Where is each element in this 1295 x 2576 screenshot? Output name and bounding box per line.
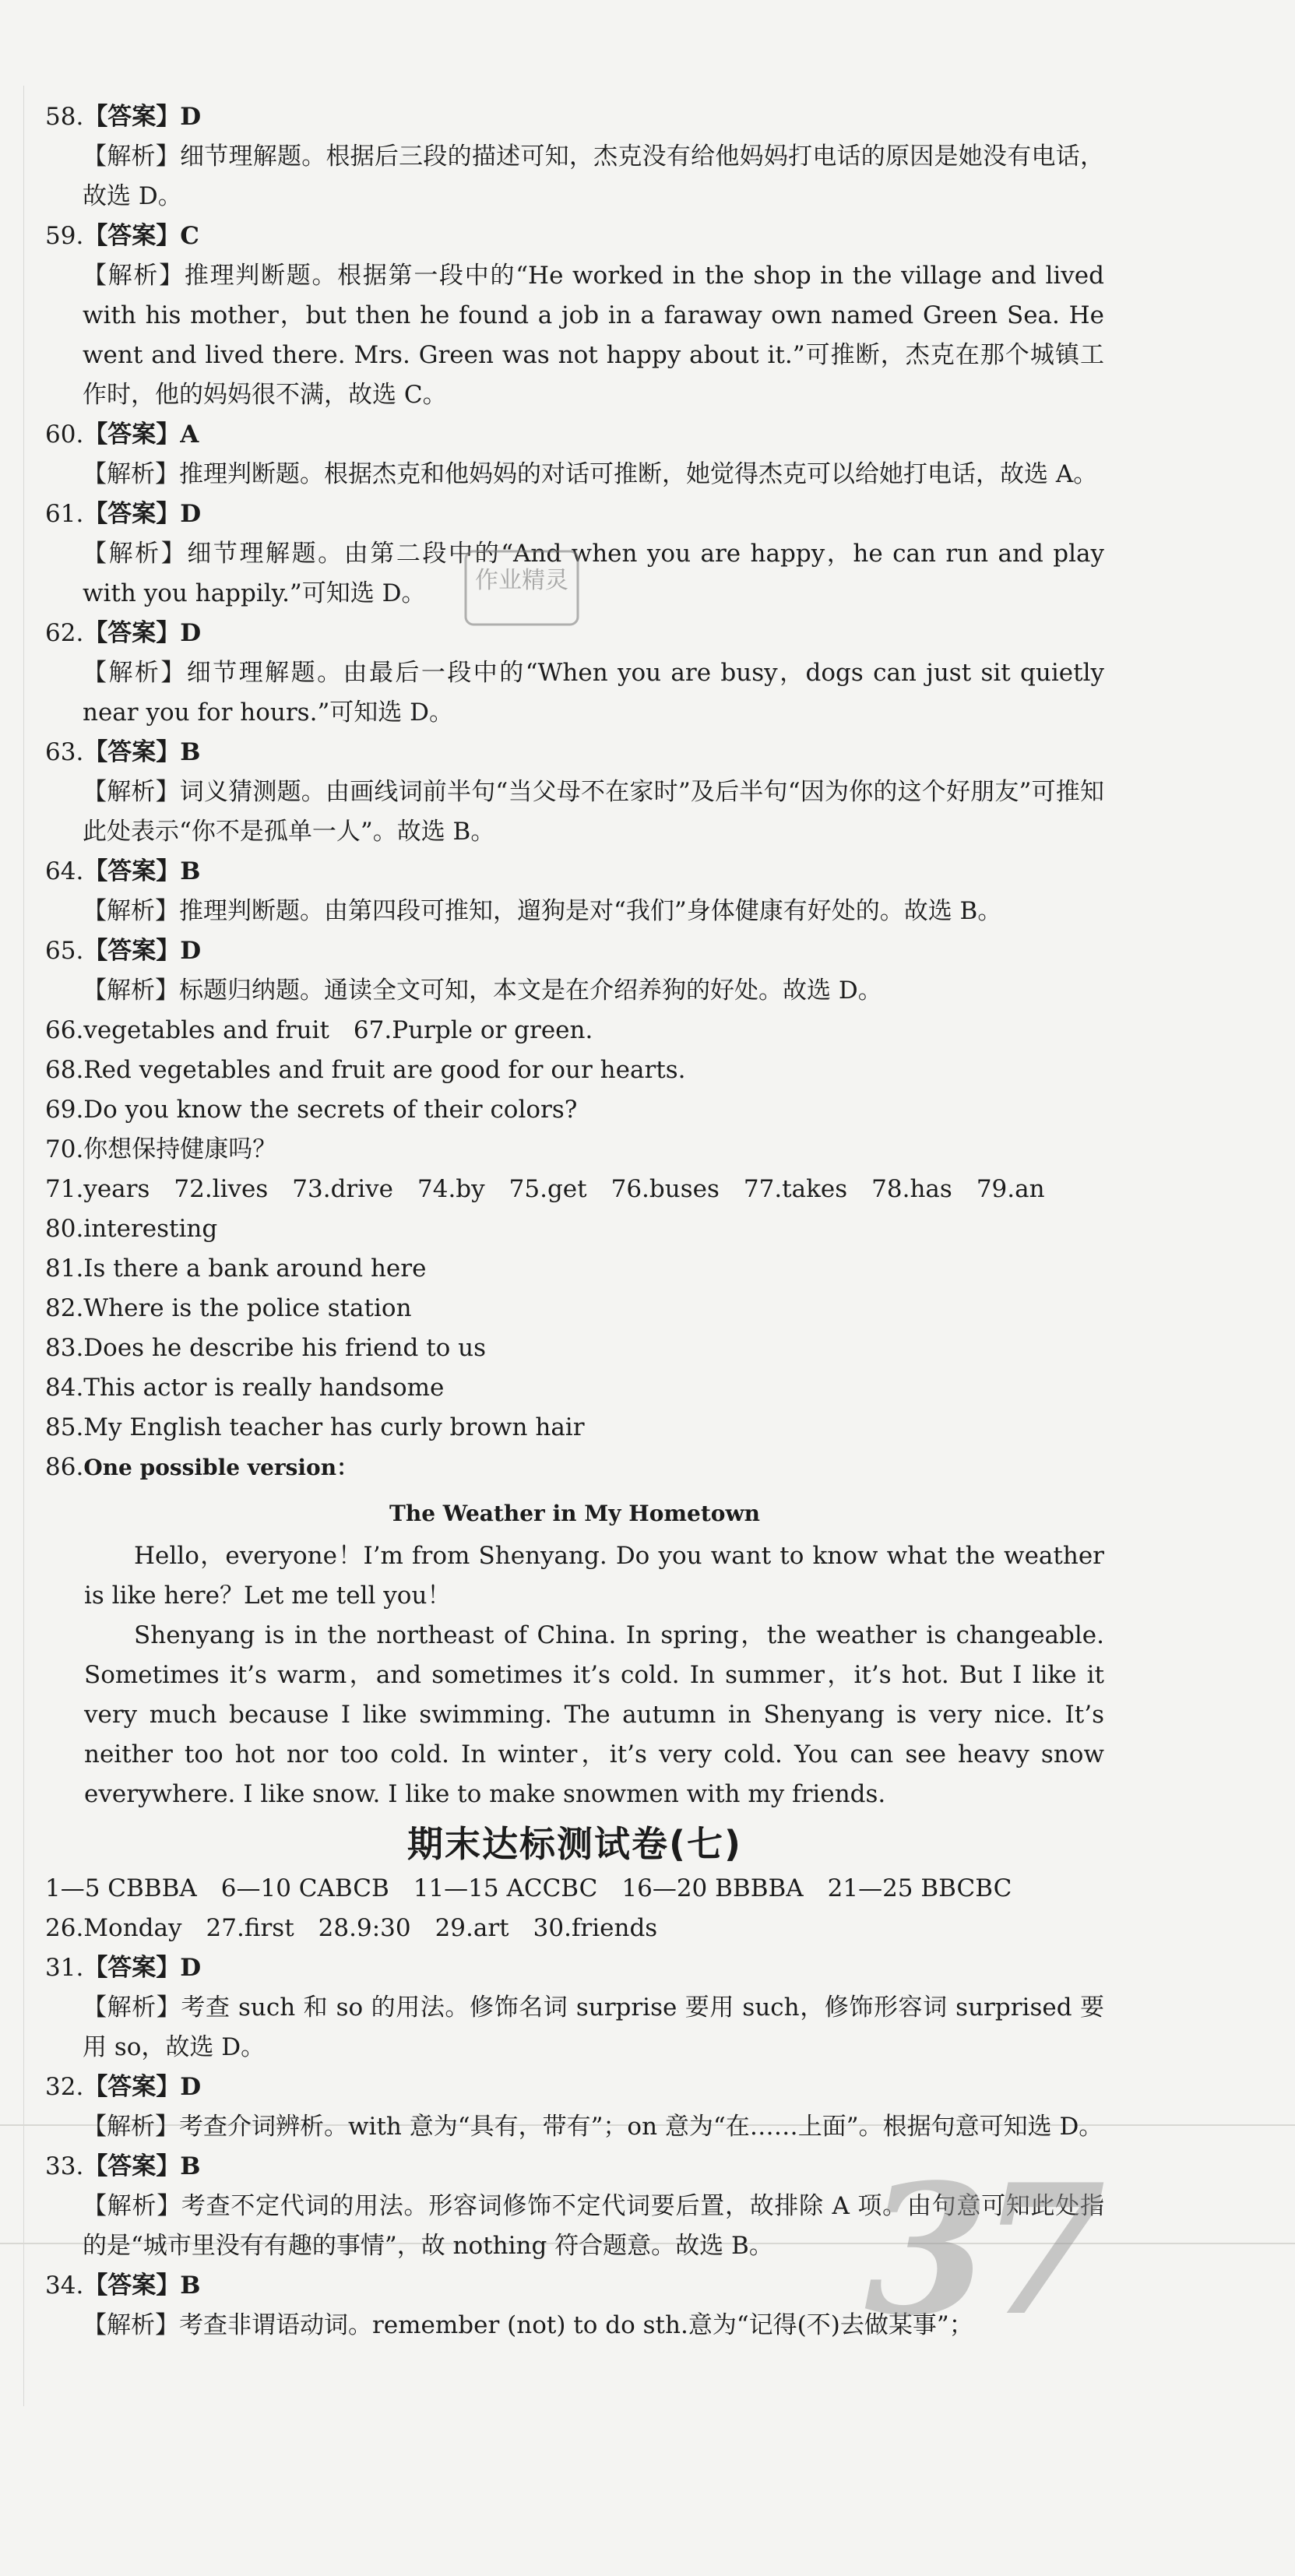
explanation: 【解析】考查非谓语动词。remember (not) to do sth.意为“记得(不)去做某事”； — [83, 2311, 973, 2339]
short-answer: 82.Where is the police station — [45, 1294, 412, 1322]
model-essay — [45, 1448, 1104, 1814]
explanation: 【解析】细节理解题。由最后一段中的“When you are busy，dogs can just sit quietly near you for hours.”可知选 D。 — [83, 659, 1104, 727]
explanation: 【解析】推理判断题。由第四段可推知，遛狗是对“我们”身体健康有好处的。故选 B。 — [83, 897, 1002, 925]
section-title: 期末达标测试卷(七) — [406, 1823, 743, 1865]
answer-item — [45, 216, 1104, 415]
answer-label: 【答案】A — [83, 421, 199, 449]
explanation: 【解析】考查 such 和 so 的用法。修饰名词 surprise 要用 such，修饰形容词 surprised 要用 so，故选 D。 — [83, 1994, 1104, 2061]
short-answer: 85.My English teacher has curly brown hair — [45, 1413, 585, 1441]
short-answer: 69.Do you know the secrets of their colors? — [45, 1096, 578, 1124]
page-number: 37 — [864, 2145, 1099, 2356]
answer-item — [45, 1948, 1104, 2067]
explanation: 【解析】细节理解题。由第二段中的“And when you are happy，he can run and play with you happily.”可知选 D。 — [83, 540, 1104, 607]
essay-paragraph: Hello，everyone！I’m from Shenyang. Do you want to know what the weather is like here？Let me tell you！ — [84, 1542, 1104, 1610]
answer-label: 【答案】D — [83, 1954, 202, 1982]
answer-item — [45, 97, 1104, 216]
short-answer: 84.This actor is really handsome — [45, 1374, 445, 1402]
short-answer: 70.你想保持健康吗？ — [45, 1135, 277, 1163]
short-answer: 80.interesting — [45, 1215, 218, 1243]
answer-label: 【答案】B — [83, 857, 201, 885]
explanation: 【解析】考查介词辨析。with 意为“具有，带有”；on 意为“在……上面”。根据句意可知选 D。 — [83, 2113, 1103, 2141]
explanation: 【解析】细节理解题。根据后三段的描述可知，杰克没有给他妈妈打电话的原因是她没有电话，故选 D。 — [83, 143, 1104, 210]
essay-title: The Weather in My Hometown — [389, 1501, 760, 1526]
answer-label: 【答案】D — [83, 937, 202, 965]
explanation: 【解析】词义猜测题。由画线词前半句“当父母不在家时”及后半句“因为你的这个好朋友”可推知此处表示“你不是孤单一人”。故选 B。 — [83, 778, 1104, 846]
answer-item — [45, 614, 1104, 733]
item-number: 65. — [45, 937, 84, 965]
answer-label: 【答案】D — [83, 619, 202, 647]
watermark-stamp — [459, 545, 584, 631]
short-answer: 71.years 72.lives 73.drive 74.by 75.get 76.buses 77.takes 78.has 79.an — [45, 1175, 1045, 1203]
answer-label: 【答案】B — [83, 2272, 201, 2300]
answer-label: 【答案】D — [83, 103, 202, 131]
item-number: 59. — [45, 222, 84, 250]
answer-item — [45, 2067, 1104, 2147]
answer-label: 【答案】D — [83, 2073, 202, 2101]
answer-label: 【答案】B — [83, 2152, 201, 2180]
answer-item — [45, 733, 1104, 852]
item-number: 33. — [45, 2152, 84, 2180]
answer-label: 【答案】C — [83, 222, 199, 250]
answer-label: 【答案】D — [83, 500, 202, 528]
short-answer: 81.Is there a bank around here — [45, 1255, 427, 1283]
explanation: 【解析】考查不定代词的用法。形容词修饰不定代词要后置，故排除 A 项。由句意可知此处指的是“城市里没有有趣的事情”，故 nothing 符合题意。故选 B。 — [83, 2192, 1104, 2260]
short-answer: 83.Does he describe his friend to us — [45, 1334, 487, 1362]
section-answer-line: 1—5 CBBBA 6—10 CABCB 11—15 ACCBC 16—20 BBBBA 21—25 BBCBC — [45, 1874, 1012, 1902]
short-answer: 68.Red vegetables and fruit are good for our hearts. — [45, 1056, 686, 1084]
explanation: 【解析】推理判断题。根据第一段中的“He worked in the shop in the village and lived with his mother，but then he found a job in a faraway own named Green Sea. He went and lived there. Mrs. Green was not happy about it.”可推断，杰克在那个城镇工作时，他的妈妈很不满，故选 C。 — [83, 262, 1104, 409]
stamp-label: 作业精灵 — [475, 567, 568, 594]
answer-document — [45, 97, 1104, 2356]
item-number: 32. — [45, 2073, 84, 2101]
answer-item — [45, 931, 1104, 1011]
item-number: 58. — [45, 103, 84, 131]
item-number: 86. — [45, 1453, 84, 1481]
explanation: 【解析】标题归纳题。通读全文可知，本文是在介绍养狗的好处。故选 D。 — [83, 977, 882, 1005]
answer-label: 【答案】B — [83, 738, 201, 766]
essay-lead: One possible version： — [83, 1455, 359, 1480]
item-number: 63. — [45, 738, 84, 766]
item-number: 61. — [45, 500, 84, 528]
page-margin-line — [23, 86, 24, 2406]
item-number: 34. — [45, 2272, 84, 2300]
answer-item — [45, 415, 1104, 494]
short-answer-list — [45, 1011, 1104, 1448]
item-number: 62. — [45, 619, 84, 647]
item-number: 60. — [45, 421, 84, 449]
section-answer-line: 26.Monday 27.first 28.9:30 29.art 30.friends — [45, 1914, 658, 1942]
short-answer: 66.vegetables and fruit 67.Purple or green. — [45, 1016, 593, 1044]
explanation: 【解析】推理判断题。根据杰克和他妈妈的对话可推断，她觉得杰克可以给她打电话，故选 A。 — [83, 460, 1098, 488]
item-number: 31. — [45, 1954, 84, 1982]
item-number: 64. — [45, 857, 84, 885]
essay-paragraph: Shenyang is in the northeast of China. In spring，the weather is changeable. Sometimes it’s warm，and sometimes it’s cold. In summer，it’s hot. But I like it very much because I like swimming. The autumn in Shenyang is very nice. It’s neither too hot nor too cold. In winter，it’s very cold. You can see heavy snow everywhere. I like snow. I like to make snowmen with my friends. — [84, 1621, 1104, 1808]
answer-item — [45, 852, 1104, 931]
